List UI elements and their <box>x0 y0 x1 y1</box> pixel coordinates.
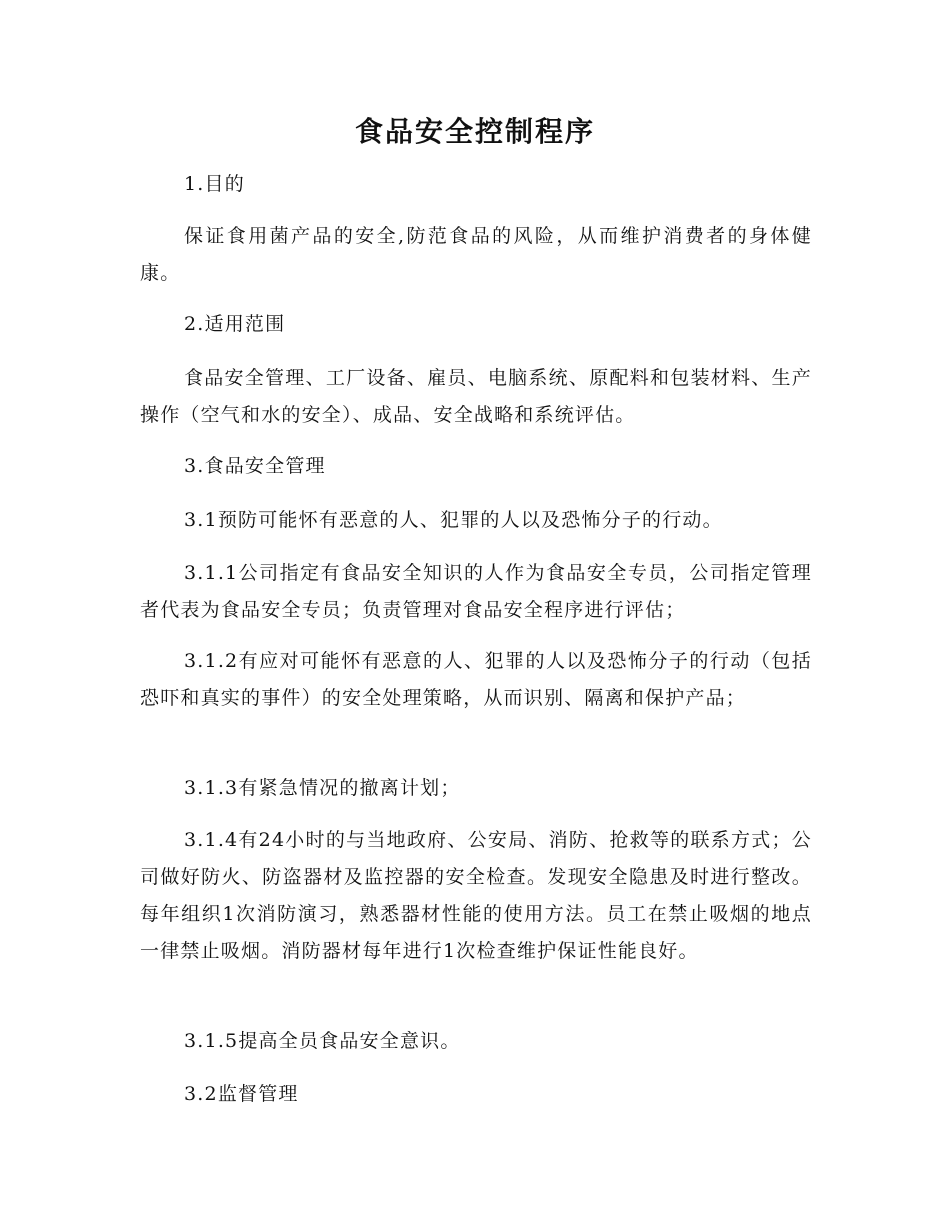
document-title: 食品安全控制程序 <box>354 115 595 148</box>
paragraph-3-1-5: 3.1.5提高全员食品安全意识。 <box>184 1030 461 1052</box>
section-heading-3-2: 3.2监督管理 <box>184 1083 299 1105</box>
paragraph-3-1-3: 3.1.3有紧急情况的撤离计划； <box>184 777 461 799</box>
section-heading-scope: 2.适用范围 <box>184 313 286 335</box>
paragraph-3-1-4: 3.1.4有24小时的与当地政府、公安局、消防、抢救等的联系方式；公司做好防火、防盗器材及监控器的安全检查。发现安全隐患及时进行整改。每年组织1次消防演习，熟悉器材性能的使用方法。员工在禁止吸烟的地点一律禁止吸烟。消防器材每年进行1次检查维护保证性能良好。 <box>140 829 812 962</box>
paragraph-purpose: 保证食用菌产品的安全,防范食品的风险，从而维护消费者的身体健康。 <box>140 225 812 284</box>
paragraph-scope: 食品安全管理、工厂设备、雇员、电脑系统、原配料和包装材料、生产操作（空气和水的安全）、成品、安全战略和系统评估。 <box>140 367 812 426</box>
section-heading-purpose: 1.目的 <box>184 173 245 195</box>
section-heading-food-safety-management: 3.食品安全管理 <box>184 455 326 477</box>
paragraph-3-1-1: 3.1.1公司指定有食品安全知识的人作为食品安全专员，公司指定管理者代表为食品安全专员；负责管理对食品安全程序进行评估； <box>140 562 812 621</box>
paragraph-3-1: 3.1预防可能怀有恶意的人、犯罪的人以及恐怖分子的行动。 <box>184 509 723 531</box>
paragraph-3-1-2: 3.1.2有应对可能怀有恶意的人、犯罪的人以及恐怖分子的行动（包括恐吓和真实的事件）的安全处理策略，从而识别、隔离和保护产品； <box>140 650 812 709</box>
